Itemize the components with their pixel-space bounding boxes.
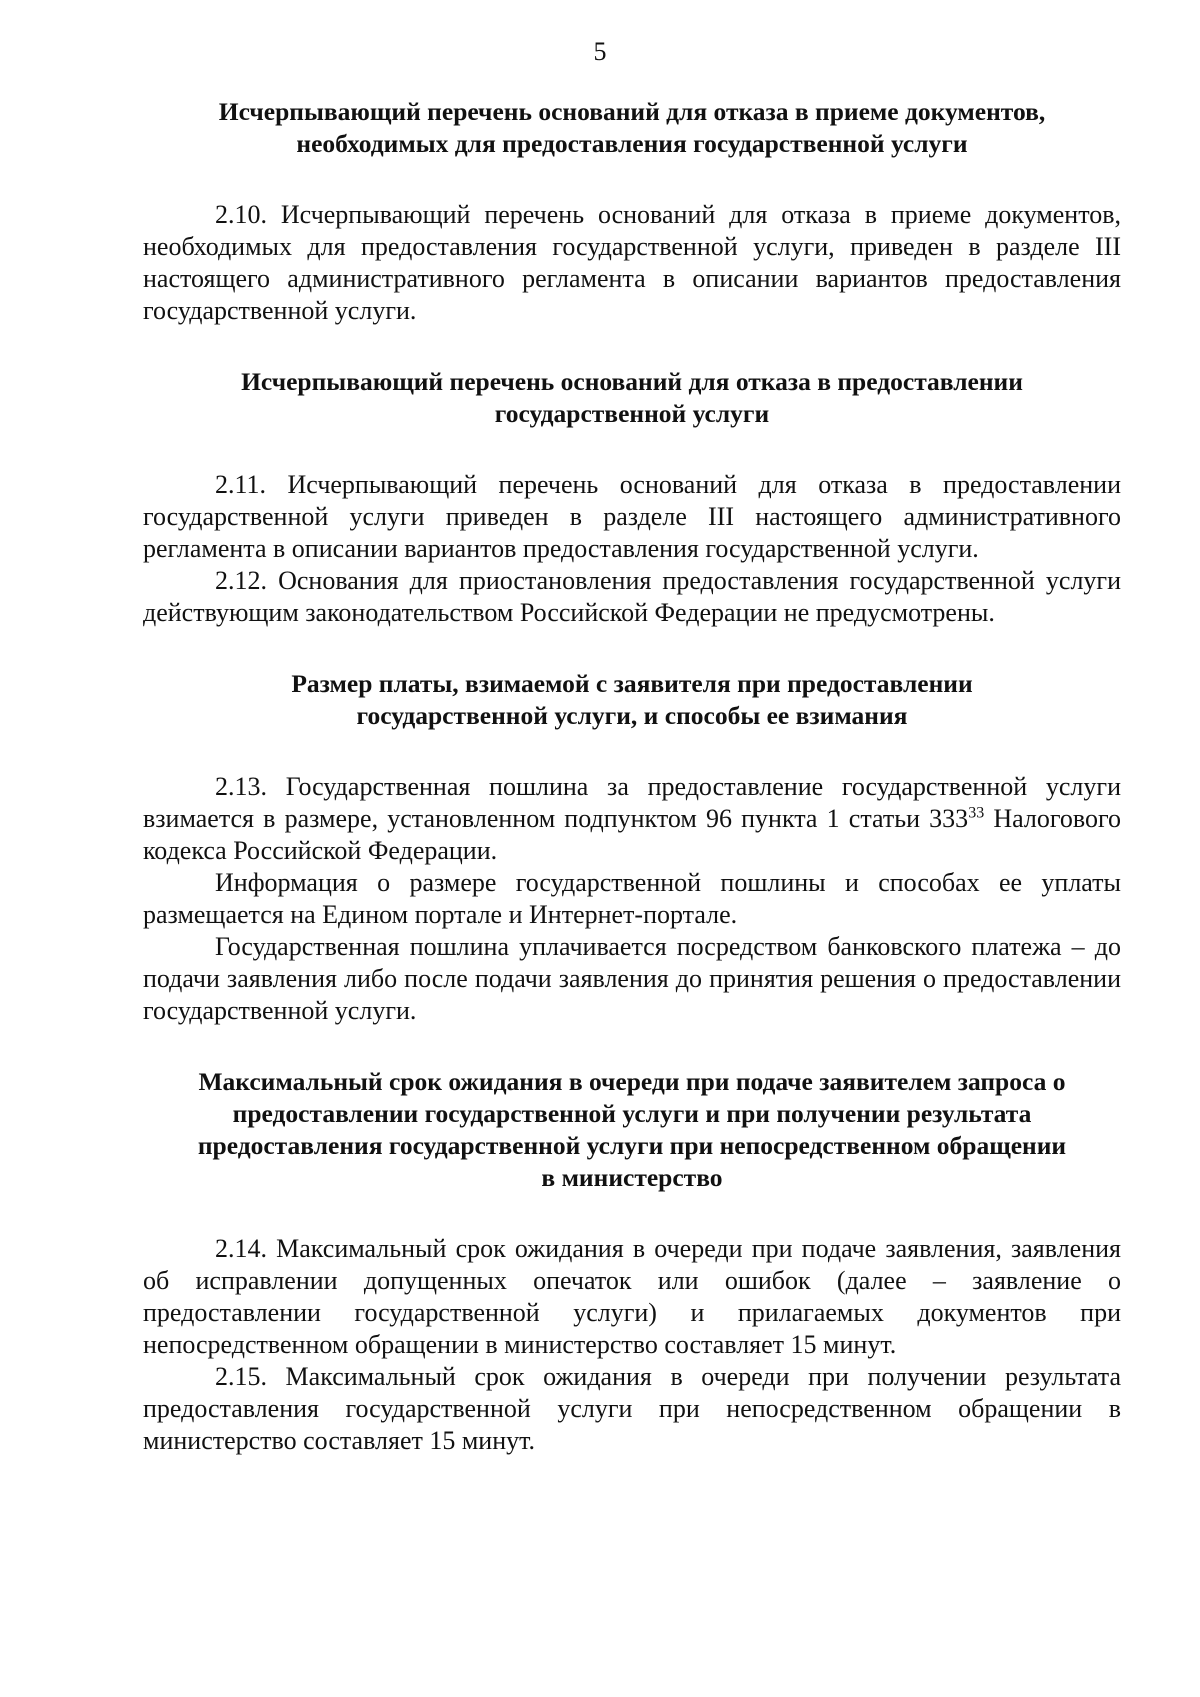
heading-line: Максимальный срок ожидания в очереди при подаче заявителем запроса о — [198, 1067, 1066, 1096]
heading-line: предоставлении государственной услуги и при получении результата — [232, 1099, 1032, 1128]
heading-line: предоставления государственной услуги при непосредственном обращении — [197, 1131, 1067, 1160]
section-heading-fee — [143, 668, 1121, 732]
heading-line: государственной услуги — [494, 399, 770, 428]
paragraph-2-14: 2.14. Максимальный срок ожидания в очереди при подаче заявления, заявления об исправлении допущенных опечаток или ошибок (далее – заявление о предоставлении государственной услуги) и прилагаемых документов при непосредственном обращении в министерство составляет 15 минут. — [143, 1234, 1121, 1359]
section-heading-refusal-service — [143, 366, 1121, 430]
paragraph-2-10: 2.10. Исчерпывающий перечень оснований для отказа в приеме документов, необходимых для предоставления государственной услуги, приведен в разделе III настоящего административного регламента в описании вариантов предоставления государственной услуги. — [143, 200, 1121, 325]
paragraph-2-12: 2.12. Основания для приостановления предоставления государственной услуги действующим законодательством Российской Федерации не предусмотрены. — [143, 566, 1121, 627]
paragraph-fee-payment: Государственная пошлина уплачивается посредством банковского платежа – до подачи заявления либо после подачи заявления до принятия решения о предоставлении государственной услуги. — [143, 932, 1121, 1025]
heading-line: Исчерпывающий перечень оснований для отказа в приеме документов, — [218, 97, 1046, 126]
heading-line: государственной услуги, и способы ее взимания — [356, 701, 908, 730]
paragraph-2-13-text: 2.13. Государственная пошлина за предоставление государственной услуги взимается в размере, установленном подпунктом 96 пункта 1 статьи 333 — [143, 772, 1121, 833]
paragraph-2-13 — [143, 771, 1121, 867]
heading-line: Размер платы, взимаемой с заявителя при предоставлении — [291, 669, 973, 698]
paragraph-2-15: 2.15. Максимальный срок ожидания в очереди при получении результата предоставления государственной услуги при непосредственном обращении в министерство составляет 15 минут. — [143, 1362, 1121, 1455]
heading-line: Исчерпывающий перечень оснований для отказа в предоставлении — [241, 367, 1023, 396]
paragraph-2-13-text-end: Налогового кодекса Российской Федерации. — [143, 804, 1122, 865]
section-heading-queue-time — [143, 1066, 1121, 1194]
article-superscript: 33 — [968, 804, 985, 822]
paragraph-fee-info: Информация о размере государственной пошлины и способах ее уплаты размещается на Едином портале и Интернет-портале. — [143, 868, 1121, 929]
page-number: 5 — [593, 37, 607, 66]
paragraph-2-11: 2.11. Исчерпывающий перечень оснований для отказа в предоставлении государственной услуги приведен в разделе III настоящего административного регламента в описании вариантов предоставления государственной услуги. — [143, 470, 1121, 563]
section-heading-refusal-accept-docs — [143, 96, 1121, 160]
document-body — [143, 96, 1121, 1457]
heading-line: необходимых для предоставления государственной услуги — [296, 129, 968, 158]
heading-line: в министерство — [541, 1163, 723, 1192]
